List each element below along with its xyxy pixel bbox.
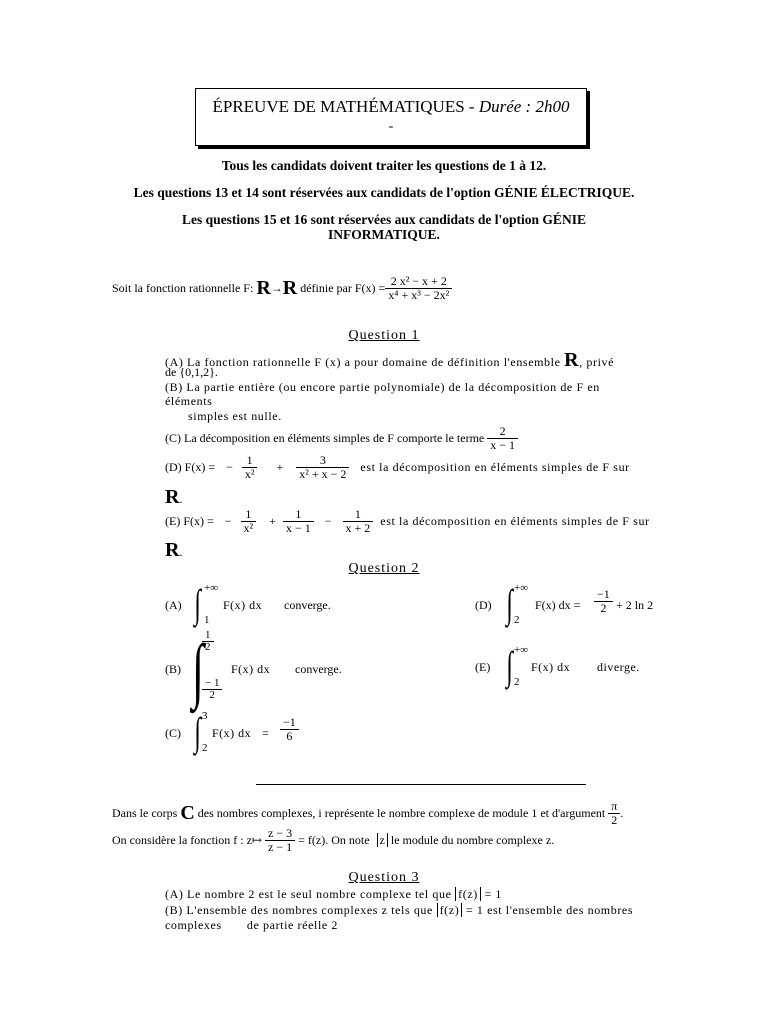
pi-over-2 bbox=[608, 800, 620, 827]
complex-line-2 bbox=[112, 827, 554, 854]
frac-den: x² + x − 2 bbox=[299, 467, 347, 481]
lower-bound: 2 bbox=[514, 614, 520, 626]
complex-text1: Dans le corps bbox=[112, 806, 181, 820]
frac-num: −1 bbox=[594, 588, 613, 602]
integrand: F(x) dx bbox=[212, 726, 252, 740]
set-R: R bbox=[564, 349, 580, 371]
frac-num: − 1 bbox=[202, 678, 222, 690]
q1-e-frac2 bbox=[283, 508, 314, 535]
q2-d-label: (D) bbox=[475, 598, 492, 612]
q2-a-tail: converge. bbox=[284, 598, 331, 612]
plus-sign: + bbox=[269, 514, 276, 528]
integrand: F(x) dx bbox=[223, 598, 263, 612]
q1-c-fraction bbox=[487, 425, 518, 452]
q1-e-set bbox=[165, 539, 182, 562]
q2-a-integral bbox=[192, 582, 392, 627]
q1-option-c bbox=[165, 425, 518, 452]
q1-option-a bbox=[165, 349, 614, 372]
integrand: F(x) dx = bbox=[535, 598, 581, 612]
frac-den: x − 1 bbox=[285, 521, 311, 535]
upper-bound bbox=[202, 630, 214, 653]
plus-sign: + bbox=[276, 460, 284, 474]
arrow-icon: → bbox=[270, 281, 283, 295]
q2-b-integral bbox=[190, 630, 390, 710]
intro-line bbox=[112, 275, 452, 302]
q3-b-text2: = 1 est l'ensemble des nombres bbox=[462, 903, 634, 917]
upper-bound: 3 bbox=[202, 710, 208, 722]
lower-bound: 1 bbox=[204, 614, 210, 626]
q1-e-frac1 bbox=[241, 508, 257, 535]
minus-sign: − bbox=[324, 514, 332, 528]
integral-sign: ∫ bbox=[194, 581, 201, 626]
q2-d-integral bbox=[504, 582, 704, 627]
frac-num: 2 bbox=[487, 425, 518, 439]
frac-num: 3 bbox=[296, 454, 349, 468]
q3-a-text2: = 1 bbox=[480, 887, 503, 901]
frac-num: z − 3 bbox=[265, 827, 295, 841]
set-R: R bbox=[165, 486, 180, 508]
modulus-fz: f(z) bbox=[437, 903, 463, 917]
q2-e-integral bbox=[504, 644, 704, 689]
lower-bound: 2 bbox=[514, 676, 520, 688]
frac-den: 6 bbox=[286, 729, 293, 743]
frac-num: −1 bbox=[280, 716, 299, 730]
q1-d-frac2 bbox=[296, 454, 349, 481]
q3-b-text: (B) L'ensemble des nombres complexes z tels que bbox=[165, 903, 433, 917]
intro-text2: définie par F(x) = bbox=[297, 281, 386, 295]
F-fraction bbox=[385, 275, 452, 302]
complex-text5: le module du nombre complexe z. bbox=[387, 833, 555, 847]
modulus-fz: f(z) bbox=[455, 887, 481, 901]
q1-d-label: (D) F(x) = bbox=[165, 460, 216, 474]
exam-title bbox=[196, 97, 586, 117]
frac-den: 2 bbox=[600, 601, 607, 615]
q2-c-integral bbox=[192, 710, 392, 755]
minus-sign: − bbox=[224, 514, 232, 528]
complex-text2: des nombres complexes, i représente le nombre complexe de module 1 et d'argument bbox=[194, 806, 606, 820]
title-box bbox=[195, 88, 587, 146]
complex-line-1 bbox=[112, 800, 623, 827]
frac-num: π bbox=[608, 800, 620, 814]
upper-bound: +∞ bbox=[514, 644, 529, 656]
q1-option-b: (B) La partie entière (ou encore partie polynomiale) de la décomposition de F en bbox=[165, 380, 600, 394]
instruction-3: Les questions 15 et 16 sont réservées aux candidats de l'option GÉNIE bbox=[182, 212, 586, 227]
integrand: F(x) dx bbox=[531, 660, 571, 674]
lower-bound bbox=[202, 678, 222, 701]
q1-d-tail: est la décomposition en éléments simples de F sur bbox=[360, 460, 630, 474]
integral-sign: ∫ bbox=[506, 643, 513, 688]
integrand: F(x) dx bbox=[231, 662, 271, 676]
q1-e-tail: est la décomposition en éléments simples de F sur bbox=[380, 514, 650, 528]
integral-sign: ∫ bbox=[506, 581, 513, 626]
upper-bound: +∞ bbox=[204, 582, 219, 594]
q1-a-text: (A) La fonction rationnelle F (x) a pour domaine de définition l'ensemble bbox=[165, 355, 561, 369]
q2-b-label: (B) bbox=[165, 662, 181, 676]
q1-e-label: (E) F(x) = bbox=[165, 514, 214, 528]
q1-option-e bbox=[165, 508, 650, 535]
set-R: R bbox=[165, 539, 180, 561]
frac-den: 2 bbox=[205, 641, 211, 653]
instruction-1: Tous les candidats doivent traiter les questions de 1 à 12. bbox=[221, 158, 547, 173]
title-dash: - bbox=[388, 119, 394, 134]
title-duration: Durée : 2h00 bbox=[478, 97, 570, 116]
frac-num: 1 bbox=[242, 454, 258, 468]
q1-b-line3: simples est nulle. bbox=[188, 409, 282, 423]
modulus-z: z bbox=[377, 833, 388, 847]
f-fraction bbox=[265, 827, 295, 854]
q3-a-text: (A) Le nombre 2 est le seul nombre complexe tel que bbox=[165, 887, 452, 901]
q3-b-line2: complexes de partie réelle 2 bbox=[165, 918, 339, 932]
q2-d-tail: + 2 ln 2 bbox=[616, 598, 654, 612]
F-numerator: 2 x² − x + 2 bbox=[385, 275, 452, 289]
frac-num: 1 bbox=[283, 508, 314, 522]
q1-a-text2: , privé bbox=[579, 355, 615, 369]
q3-option-b bbox=[165, 903, 633, 918]
period: . bbox=[179, 492, 183, 506]
frac-den: x + 2 bbox=[345, 521, 371, 535]
frac-num: 1 bbox=[241, 508, 257, 522]
equals-sign: = bbox=[262, 726, 269, 740]
instruction-2: Les questions 13 et 14 sont réservées aux candidats de l'option GÉNIE ÉLECTRIQUE. bbox=[133, 185, 635, 200]
q1-option-d bbox=[165, 454, 630, 481]
q1-d-set bbox=[165, 486, 182, 509]
q1-d-frac1 bbox=[242, 454, 258, 481]
integral-sign: ∫ bbox=[194, 709, 201, 754]
q1-b-line2: éléments bbox=[165, 394, 213, 408]
frac-num: 1 bbox=[202, 630, 214, 642]
mapsto-icon: ↦ bbox=[251, 833, 263, 847]
frac-den: x − 1 bbox=[490, 438, 516, 452]
title-main: ÉPREUVE DE MATHÉMATIQUES - bbox=[212, 97, 479, 116]
set-R: R bbox=[282, 277, 298, 299]
q1-c-text: (C) La décomposition en éléments simples de F comporte le terme bbox=[165, 431, 485, 445]
complex-text3: On considère la fonction f : z bbox=[112, 833, 252, 847]
q1-a-line2: de {0,1,2}. bbox=[165, 365, 218, 379]
intro-text1: Soit la fonction rationnelle F: bbox=[112, 281, 257, 295]
integral-sign: ∫ bbox=[191, 630, 204, 710]
q2-d-frac bbox=[594, 588, 613, 615]
complex-text4: = f(z). On note bbox=[298, 833, 370, 847]
frac-den: 2 bbox=[209, 689, 215, 701]
frac-den: z − 1 bbox=[268, 840, 293, 854]
F-denominator: x⁴ + x³ − 2x² bbox=[388, 288, 450, 302]
instruction-4: INFORMATIQUE. bbox=[328, 227, 440, 242]
q2-a-label: (A) bbox=[165, 598, 182, 612]
set-C: C bbox=[180, 802, 195, 824]
upper-bound: +∞ bbox=[514, 582, 529, 594]
frac-den: 2 bbox=[611, 813, 618, 827]
q2-b-tail: converge. bbox=[295, 662, 342, 676]
period: . bbox=[620, 806, 624, 820]
frac-den: x² bbox=[244, 467, 255, 481]
q2-e-label: (E) bbox=[475, 660, 491, 674]
section-divider bbox=[256, 784, 586, 785]
question-3-title: Question 3 bbox=[348, 870, 420, 885]
q2-c-label: (C) bbox=[165, 726, 181, 740]
q2-c-frac bbox=[280, 716, 299, 743]
lower-bound: 2 bbox=[202, 742, 208, 754]
period: . bbox=[179, 545, 183, 559]
question-1-title: Question 1 bbox=[348, 328, 420, 343]
frac-den: x² bbox=[243, 521, 254, 535]
set-R: R bbox=[256, 277, 271, 299]
frac-num: 1 bbox=[343, 508, 374, 522]
minus-sign: − bbox=[226, 460, 233, 474]
q2-e-tail: diverge. bbox=[597, 660, 640, 674]
question-2-title: Question 2 bbox=[348, 561, 420, 576]
q1-e-frac3 bbox=[343, 508, 374, 535]
q3-option-a bbox=[165, 887, 502, 902]
